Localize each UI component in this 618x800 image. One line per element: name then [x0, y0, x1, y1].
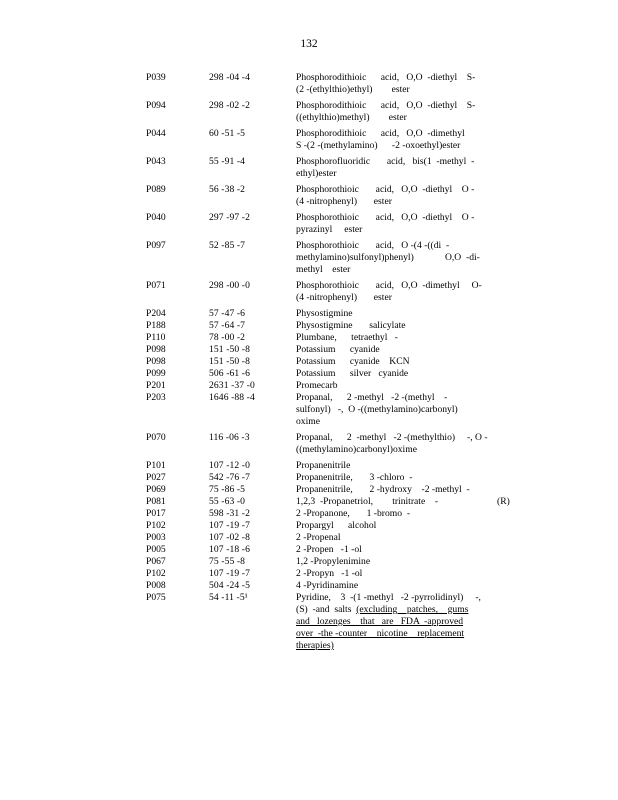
substance-name — [296, 508, 486, 520]
hazardous-waste-code: P069 — [146, 484, 166, 495]
cas-number: 55 -91 -4 — [209, 156, 246, 167]
substance-name — [296, 280, 486, 304]
table-row — [0, 432, 618, 456]
hazardous-waste-code: P188 — [146, 320, 166, 331]
substance-name — [296, 432, 486, 456]
substance-name-line: Phosphorothioic acid, O -(4 -((di - — [296, 240, 450, 251]
cas-number: 107 -02 -8 — [209, 532, 250, 543]
table-row — [0, 544, 618, 556]
hazardous-waste-code: P075 — [146, 592, 166, 603]
cas-number: 107 -19 -7 — [209, 520, 250, 531]
substance-name — [296, 484, 486, 496]
hazardous-waste-code: P099 — [146, 368, 166, 379]
table-row — [0, 320, 618, 332]
hazardous-waste-code: P027 — [146, 472, 166, 483]
substance-name — [296, 184, 486, 208]
substance-name-line: Propanenitrile — [296, 460, 351, 471]
substance-name-line: Phosphorothioic acid, O,O -diethyl O - — [296, 184, 475, 195]
table-row — [0, 568, 618, 580]
cas-number: 2631 -37 -0 — [209, 380, 255, 391]
hazardous-waste-code: P008 — [146, 580, 166, 591]
substance-name — [296, 544, 486, 556]
hazardous-waste-code: P043 — [146, 156, 166, 167]
cas-number: 151 -50 -8 — [209, 344, 250, 355]
substance-name — [296, 156, 486, 180]
cas-number: 151 -50 -8 — [209, 356, 250, 367]
substance-name-line: methylamino)sulfonyl)phenyl) O,O -di- — [296, 252, 480, 263]
cas-number: 57 -47 -6 — [209, 308, 246, 319]
substance-name-line: oxime — [296, 416, 320, 427]
cas-number: 504 -24 -5 — [209, 580, 250, 591]
hazardous-waste-code: P101 — [146, 460, 166, 471]
cas-number: 60 -51 -5 — [209, 128, 246, 139]
substance-name-line — [296, 616, 486, 628]
page-number: 132 — [300, 38, 318, 50]
table-row — [0, 520, 618, 532]
substance-name-line: Physostigmine salicylate — [296, 320, 406, 331]
substance-name — [296, 380, 486, 392]
cas-number: 506 -61 -6 — [209, 368, 250, 379]
substance-name-line: 2 -Propanone, 1 -bromo - — [296, 508, 411, 519]
substance-name-line: sulfonyl) -, O -((methylamino)carbonyl) — [296, 404, 458, 415]
cas-number: 78 -00 -2 — [209, 332, 246, 343]
table-row — [0, 592, 618, 652]
table-row — [0, 332, 618, 344]
table-row — [0, 240, 618, 276]
cas-number: 75 -86 -5 — [209, 484, 246, 495]
substance-name — [296, 592, 486, 652]
hazardous-waste-code: P203 — [146, 392, 166, 403]
cas-number: 55 -63 -0 — [209, 496, 246, 507]
hazardous-waste-code: P102 — [146, 520, 166, 531]
hazardous-waste-code: P067 — [146, 556, 166, 567]
substance-name-line: Promecarb — [296, 380, 338, 391]
substance-name-line: Potassium cyanide KCN — [296, 356, 410, 367]
table-row — [0, 556, 618, 568]
substance-name-line: Propanenitrile, 2 -hydroxy -2 -methyl - — [296, 484, 470, 495]
substance-name-line: ethyl)ester — [296, 168, 337, 179]
substance-name — [296, 344, 486, 356]
cas-number: 107 -12 -0 — [209, 460, 250, 471]
substance-name — [296, 520, 486, 532]
substance-name-line: Potassium cyanide — [296, 344, 380, 355]
substance-name-line: (2 -(ethylthio)ethyl) ester — [296, 84, 410, 95]
hazardous-waste-code: P070 — [146, 432, 166, 443]
substance-name — [296, 100, 486, 124]
hazardous-waste-code: P201 — [146, 380, 166, 391]
substance-name-line — [296, 628, 486, 640]
substance-name — [296, 580, 486, 592]
substance-name — [296, 72, 486, 96]
cas-number: 52 -85 -7 — [209, 240, 246, 251]
hazardous-waste-code: P081 — [146, 496, 166, 507]
substance-name-line: Phosphorodithioic acid, O,O -diethyl S- — [296, 100, 476, 111]
cas-number: 298 -02 -2 — [209, 100, 250, 111]
table-row — [0, 380, 618, 392]
substance-name-line: Phosphorodithioic acid, O,O -diethyl S- — [296, 72, 476, 83]
table-row — [0, 128, 618, 152]
substance-name-line: Pyridine, 3 -(1 -methyl -2 -pyrrolidinyl) -, — [296, 592, 481, 603]
substance-name-line: 1,2 -Propylenimine — [296, 556, 371, 567]
substance-name-line: 1,2,3 -Propanetriol, trinitrate - — [296, 496, 439, 507]
table-row — [0, 368, 618, 380]
substance-name-line — [296, 640, 486, 652]
substance-name — [296, 460, 486, 472]
table-row — [0, 484, 618, 496]
hazardous-waste-code: P039 — [146, 72, 166, 83]
table-row — [0, 356, 618, 368]
hazardous-waste-code: P071 — [146, 280, 166, 291]
substance-name-line — [296, 604, 486, 616]
substance-name-line: pyrazinyl ester — [296, 224, 363, 235]
substance-name — [296, 308, 486, 320]
cas-number: 54 -11 -5¹ — [209, 592, 248, 603]
substance-name-line: Phosphorothioic acid, O,O -dimethyl O- — [296, 280, 482, 291]
substance-name-line: Propargyl alcohol — [296, 520, 377, 531]
table-row — [0, 532, 618, 544]
reactivity-flag: (R) — [497, 496, 510, 507]
table-row — [0, 308, 618, 320]
underlined-amendment-text: (excluding patches, gums — [356, 604, 469, 615]
row-gap — [0, 652, 618, 656]
hazardous-waste-code: P102 — [146, 568, 166, 579]
substance-name — [296, 212, 486, 236]
table-row — [0, 156, 618, 180]
cas-number: 57 -64 -7 — [209, 320, 246, 331]
hazardous-waste-code: P094 — [146, 100, 166, 111]
hazardous-waste-code: P003 — [146, 532, 166, 543]
cas-number: 542 -76 -7 — [209, 472, 250, 483]
cas-number: 598 -31 -2 — [209, 508, 250, 519]
substance-name-line: (4 -nitrophenyl) ester — [296, 196, 392, 207]
substance-name-line: Potassium silver cyanide — [296, 368, 409, 379]
substance-name-line: ((methylamino)carbonyl)oxime — [296, 444, 417, 455]
table-row — [0, 508, 618, 520]
substance-name-line: (4 -nitrophenyl) ester — [296, 292, 392, 303]
cas-number: 298 -04 -4 — [209, 72, 250, 83]
substance-name — [296, 368, 486, 380]
underlined-amendment-text: therapies) — [296, 640, 334, 651]
table-row — [0, 280, 618, 304]
table-row — [0, 72, 618, 96]
substance-name — [296, 240, 486, 276]
table-row — [0, 212, 618, 236]
substance-name-line: 2 -Propyn -1 -ol — [296, 568, 363, 579]
hazardous-waste-code: P089 — [146, 184, 166, 195]
substance-name — [296, 356, 486, 368]
underlined-amendment-text: and lozenges that are FDA -approved — [296, 616, 464, 627]
substance-name — [296, 556, 486, 568]
underlined-amendment-text: over -the -counter nicotine replacement — [296, 628, 465, 639]
substance-name — [296, 392, 486, 428]
hazardous-waste-code: P110 — [146, 332, 166, 343]
substance-name-line: methyl ester — [296, 264, 351, 275]
hazardous-waste-code: P044 — [146, 128, 166, 139]
table-row — [0, 496, 618, 508]
substance-name — [296, 496, 486, 508]
substance-name — [296, 320, 486, 332]
substance-name-line: Phosphorothioic acid, O,O -diethyl O - — [296, 212, 475, 223]
hazardous-waste-code: P098 — [146, 356, 166, 367]
substance-name-line: S -(2 -(methylamino) -2 -oxoethyl)ester — [296, 140, 461, 151]
table-row — [0, 472, 618, 484]
table-row — [0, 100, 618, 124]
substance-name-line: Propanal, 2 -methyl -2 -(methylthio) -, O - — [296, 432, 488, 443]
substance-name-line: Propanenitrile, 3 -chloro - — [296, 472, 413, 483]
substance-name-line: Phosphorodithioic acid, O,O -dimethyl — [296, 128, 465, 139]
substance-name-line: Plumbane, tetraethyl - — [296, 332, 398, 343]
table-row — [0, 580, 618, 592]
hazardous-waste-code: P040 — [146, 212, 166, 223]
cas-number: 1646 -88 -4 — [209, 392, 255, 403]
substance-name-lead: (S) -and salts — [296, 604, 357, 615]
substance-name-line: ((ethylthio)methyl) ester — [296, 112, 407, 123]
table-row — [0, 184, 618, 208]
substance-name — [296, 472, 486, 484]
cas-number: 75 -55 -8 — [209, 556, 246, 567]
hazardous-waste-code: P204 — [146, 308, 166, 319]
hazardous-waste-code: P005 — [146, 544, 166, 555]
substance-name-line: 4 -Pyridinamine — [296, 580, 359, 591]
substance-name-line: 2 -Propen -1 -ol — [296, 544, 362, 555]
substance-name-line: Physostigmine — [296, 308, 353, 319]
waste-code-list — [0, 72, 618, 656]
cas-number: 107 -19 -7 — [209, 568, 250, 579]
hazardous-waste-code: P097 — [146, 240, 166, 251]
cas-number: 297 -97 -2 — [209, 212, 250, 223]
cas-number: 298 -00 -0 — [209, 280, 250, 291]
cas-number: 56 -38 -2 — [209, 184, 246, 195]
substance-name — [296, 332, 486, 344]
substance-name-line: 2 -Propenal — [296, 532, 341, 543]
cas-number: 107 -18 -6 — [209, 544, 250, 555]
hazardous-waste-code: P017 — [146, 508, 166, 519]
table-row — [0, 392, 618, 428]
table-row — [0, 460, 618, 472]
substance-name-line: Phosphorofluoridic acid, bis(1 -methyl - — [296, 156, 475, 167]
substance-name — [296, 128, 486, 152]
hazardous-waste-code: P098 — [146, 344, 166, 355]
substance-name-line: Propanal, 2 -methyl -2 -(methyl - — [296, 392, 448, 403]
substance-name — [296, 532, 486, 544]
substance-name — [296, 568, 486, 580]
cas-number: 116 -06 -3 — [209, 432, 250, 443]
table-row — [0, 344, 618, 356]
